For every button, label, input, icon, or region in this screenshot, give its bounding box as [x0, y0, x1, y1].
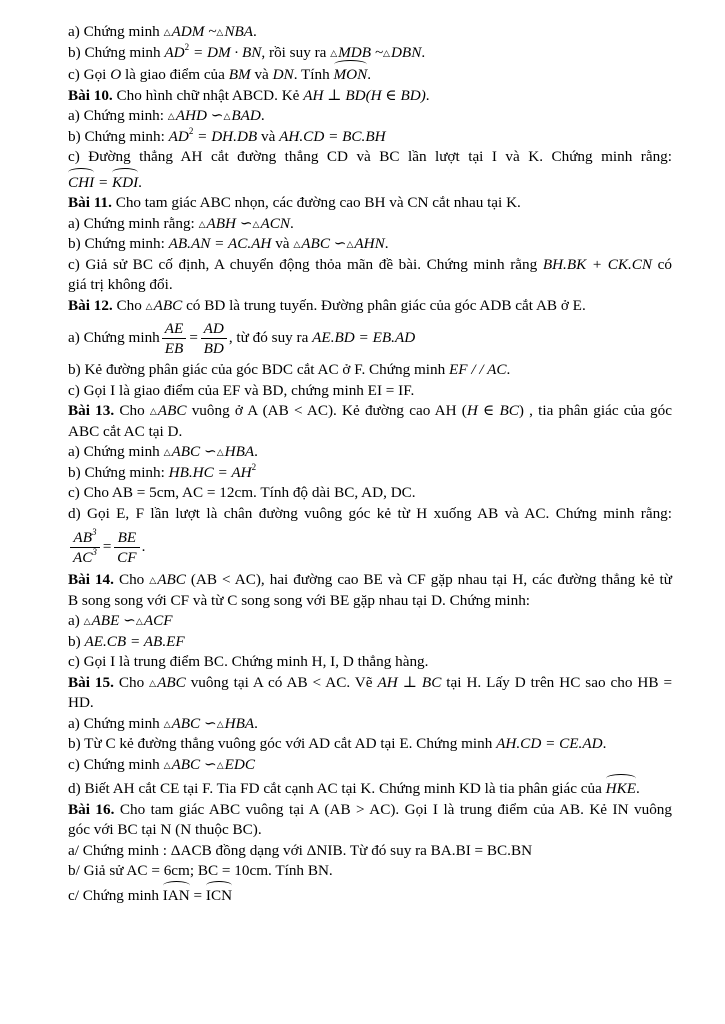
triangle-icon: △: [145, 300, 153, 311]
exercise-heading: Bài 11.: [68, 194, 112, 211]
angle-math: ICN: [206, 884, 232, 907]
line-12: [68, 255, 672, 276]
math: ∽: [236, 214, 253, 232]
text: . Tính: [293, 66, 334, 83]
fraction-ae-eb: [162, 320, 187, 357]
text: a) Chứng minh rằng:: [68, 214, 199, 232]
line-9: [68, 193, 672, 214]
math: EDC: [224, 755, 255, 773]
denominator: [70, 548, 100, 566]
triangle-icon: △: [216, 718, 224, 729]
line-16: [68, 360, 672, 381]
line-17: [68, 381, 672, 402]
exercise-heading: Bài 16.: [68, 800, 115, 818]
triangle-icon: △: [383, 47, 390, 58]
text: Cho hình chữ nhật ABCD. Kẻ: [112, 86, 304, 104]
math: AE.BD = EB.AD: [312, 328, 416, 346]
text: có BD là trung tuyến. Đường phân giác của góc ADB cắt AB ở E.: [182, 296, 586, 314]
angle-math: KDI: [112, 171, 138, 194]
angle-math: MON: [334, 63, 368, 86]
text: b): [68, 632, 85, 650]
triangle-icon: △: [149, 406, 157, 416]
triangle-icon: △: [223, 111, 231, 121]
triangle-icon: △: [163, 759, 171, 770]
text: c) Gọi I là giao điểm của EF và BD, chứng minh EI = IF.: [68, 381, 415, 399]
text: .: [260, 107, 265, 124]
triangle-icon: △: [330, 47, 338, 58]
exercise-heading: Bài 10.: [68, 86, 113, 104]
line-1: [68, 22, 672, 43]
exercise-heading: Bài 14.: [68, 571, 114, 588]
line-34: [68, 755, 672, 776]
text: a/ Chứng minh : ΔACB đồng dạng với ΔNIB. Từ đó suy ra BA.BI = BC.BN: [68, 841, 533, 859]
text: vuông tại A có AB < AC. Vẽ: [185, 673, 378, 691]
math: ABC: [157, 402, 187, 419]
math: ~: [204, 23, 217, 40]
math: DN: [272, 66, 294, 83]
triangle-icon: △: [135, 616, 143, 626]
text: c) Giả sử BC cố định, A chuyển động thỏa mãn đề bài. Chứng minh rằng: [68, 255, 543, 273]
text: b) Kẻ đường phân giác của góc BDC cắt AC ở F. Chứng minh: [68, 361, 449, 378]
exercise-heading: Bài 12.: [68, 296, 113, 314]
math: AH.CD = BC.BH: [279, 127, 386, 145]
math: ∽: [200, 714, 217, 732]
exponent: 2: [188, 125, 194, 136]
line-18: [68, 401, 672, 422]
math: ACN: [260, 214, 291, 232]
math: ABH: [206, 214, 237, 232]
text: c) Gọi I là trung điểm BC. Chứng minh H, I, D thẳng hàng.: [68, 653, 429, 670]
exponent: 3: [91, 526, 97, 537]
fraction-be-cf: [114, 529, 139, 566]
text: b) Chứng minh:: [68, 127, 169, 145]
text: d) Biết AH cắt CE tại F. Tia FD cắt cạnh AC tại K. Chứng minh KD là tia phân giác của: [68, 780, 606, 797]
triangle-icon: △: [216, 447, 224, 457]
math: ∽: [200, 755, 217, 773]
text: a) Chứng minh: [68, 443, 164, 460]
line-30: [68, 673, 672, 694]
math: = DH.DB: [193, 127, 258, 145]
triangle-icon: △: [198, 218, 206, 229]
math: ABC: [171, 714, 201, 732]
math: ABC: [157, 673, 186, 691]
math: AH.CD = CE.AD: [496, 735, 603, 752]
line-38: [68, 841, 672, 862]
math: O: [110, 66, 122, 83]
text: HD.: [68, 694, 94, 711]
math: H ∈ BC: [466, 402, 519, 419]
math: AH ⊥ BC: [377, 673, 442, 691]
line-36: [68, 800, 672, 821]
line-7: [68, 147, 672, 168]
text: .: [290, 214, 294, 232]
math: AC: [73, 548, 93, 566]
math: ∽: [206, 107, 224, 124]
text: b) Chứng minh: [68, 43, 165, 61]
math: AH ⊥ BD(H ∈ BD): [303, 86, 426, 104]
text: Cho: [113, 673, 150, 691]
text: .: [602, 735, 607, 752]
text: tại H. Lấy D trên HC sao cho HB =: [441, 673, 673, 691]
line-3: [68, 63, 672, 86]
triangle-icon: △: [163, 447, 171, 457]
text: ABC cắt AC tại D.: [68, 422, 183, 440]
text: a) Chứng minh:: [68, 107, 168, 124]
text: và: [257, 127, 280, 145]
text: c) Cho AB = 5cm, AC = 12cm. Tính độ dài BC, AD, DC.: [68, 484, 416, 501]
exponent: 3: [92, 546, 97, 557]
text: a) Chứng minh: [68, 23, 164, 40]
line-14: [68, 296, 672, 317]
line-27: [68, 611, 672, 632]
line-25: [68, 570, 672, 591]
triangle-icon: △: [346, 239, 354, 249]
math: AB.AN = AC.AH: [168, 235, 272, 252]
text: .: [636, 780, 640, 797]
triangle-icon: △: [163, 27, 171, 37]
text: b/ Giả sử AC = 6cm; BC = 10cm. Tính BN.: [68, 862, 333, 879]
line-8: [68, 168, 672, 194]
text: b) Chứng minh:: [68, 235, 169, 252]
triangle-icon: △: [163, 718, 171, 729]
text: có: [652, 255, 672, 273]
text: .: [141, 537, 146, 555]
text: .: [384, 235, 389, 252]
triangle-icon: △: [216, 759, 224, 770]
line-33: [68, 734, 672, 755]
numerator: [70, 526, 100, 548]
text: giá trị không đổi.: [68, 276, 173, 293]
triangle-icon: △: [252, 218, 260, 229]
triangle-icon: △: [83, 616, 91, 626]
math: ∽: [119, 612, 136, 629]
math: HBA: [224, 443, 255, 460]
math: AHD: [175, 107, 207, 124]
triangle-icon: △: [216, 27, 224, 37]
denominator: EB: [164, 339, 184, 357]
exercise-heading: Bài 15.: [68, 673, 114, 691]
text: .: [506, 361, 511, 378]
numerator: AD: [201, 320, 227, 339]
denominator: BD: [203, 339, 224, 357]
math: ABC: [157, 571, 186, 588]
text: , rồi suy ra: [261, 43, 331, 61]
denominator: CF: [117, 548, 137, 566]
text: Cho: [114, 402, 150, 419]
math: HBA: [224, 714, 255, 732]
triangle-icon: △: [149, 575, 157, 585]
line-6: [68, 127, 672, 148]
line-29: [68, 652, 672, 673]
math: ABC: [171, 443, 201, 460]
text: Cho: [113, 571, 150, 588]
text: .: [254, 443, 258, 460]
math: AB: [73, 528, 92, 546]
line-35: [68, 775, 672, 800]
math: =: [101, 537, 113, 555]
line-2: [68, 43, 672, 64]
math: =: [94, 173, 112, 191]
text: d) Gọi E, F lần lượt là chân đường vuông góc kẻ từ H xuống AB và AC. Chứng minh rằng:: [68, 504, 672, 522]
line-24: [68, 524, 672, 570]
math: ∽: [329, 235, 347, 252]
text: b) Từ C kẻ đường thẳng vuông góc với AD cắt AD tại E. Chứng minh: [68, 735, 497, 752]
text: Cho tam giác ABC vuông tại A (AB > AC). Gọi I là trung điểm của AB. Kẻ IN vuông: [114, 800, 672, 818]
math: ∽: [200, 443, 217, 460]
line-32: [68, 714, 672, 735]
text: Cho tam giác ABC nhọn, các đường cao BH và CN cắt nhau tại K.: [111, 194, 521, 211]
line-31: [68, 693, 672, 714]
angle-math: IAN: [163, 884, 190, 907]
text: vuông ở A (AB < AC). Kẻ đường cao AH (: [186, 402, 467, 419]
math: ADM: [171, 23, 205, 40]
math: HB.HC = AH: [168, 463, 252, 481]
text: .: [253, 23, 257, 40]
math: ~: [371, 43, 384, 61]
text: (AB < AC), hai đường cao BE và CF gặp nhau tại H, các đường thẳng kẻ từ: [185, 571, 672, 588]
text: b) Chứng minh:: [68, 463, 169, 481]
text: c/ Chứng minh: [68, 886, 163, 904]
text: và: [250, 66, 273, 83]
numerator: BE: [114, 529, 139, 548]
text: .: [254, 714, 258, 732]
exponent: 2: [184, 41, 190, 52]
triangle-icon: △: [149, 677, 157, 688]
line-15: [68, 316, 672, 360]
text: c) Đường thẳng AH cắt đường thẳng CD và BC lần lượt tại I và K. Chứng minh rằng:: [68, 148, 672, 165]
triangle-icon: △: [167, 111, 175, 121]
text: c) Chứng minh: [68, 755, 164, 773]
line-10: [68, 214, 672, 235]
line-21: [68, 463, 672, 484]
text: .: [367, 66, 372, 83]
math: BAD: [231, 107, 261, 124]
exponent: 2: [251, 461, 257, 472]
line-11: [68, 234, 672, 255]
math: AD: [164, 43, 185, 61]
text: a) Chứng minh: [68, 328, 160, 346]
text: =: [189, 886, 206, 904]
text: .: [138, 173, 142, 191]
math: ACF: [143, 612, 173, 629]
math: ABC: [153, 296, 183, 314]
math: ABC: [301, 235, 330, 252]
text: , từ đó suy ra: [228, 328, 309, 346]
text: là giao điểm của: [121, 66, 229, 83]
line-26: [68, 591, 672, 612]
fraction-ad-bd: [201, 320, 227, 357]
math: NBA: [224, 23, 254, 40]
text: và: [271, 235, 294, 252]
math: BH.BK + CK.CN: [542, 255, 653, 273]
triangle-icon: △: [293, 239, 301, 249]
text: ) , tia phân giác của góc: [518, 402, 672, 419]
text: a) Chứng minh: [68, 714, 164, 732]
angle-math: CHI: [68, 171, 94, 194]
text: .: [425, 86, 430, 104]
math: ABE: [91, 612, 120, 629]
angle-math: HKE: [606, 777, 636, 800]
math: MDB: [338, 43, 372, 61]
math: DBN: [390, 43, 422, 61]
math: AHN: [354, 235, 385, 252]
line-5: [68, 106, 672, 127]
line-19: [68, 422, 672, 443]
line-20: [68, 442, 672, 463]
line-23: [68, 504, 672, 525]
line-4: [68, 86, 672, 107]
text: .: [421, 43, 426, 61]
fraction-ab3-ac3: [70, 526, 100, 566]
line-40: [68, 882, 672, 907]
math: AD: [168, 127, 189, 145]
line-22: [68, 483, 672, 504]
math: = DM · BN: [189, 43, 262, 61]
text: Cho: [112, 296, 146, 314]
text: góc với BC tại N (N thuộc BC).: [68, 821, 262, 838]
line-37: [68, 820, 672, 841]
math: BM: [228, 66, 251, 83]
text: B song song với CF và từ C song song với BE gặp nhau tại D. Chứng minh:: [68, 591, 531, 609]
math: =: [188, 328, 199, 346]
math: ABC: [171, 755, 201, 773]
text: c) Gọi: [68, 66, 111, 83]
line-28: [68, 632, 672, 653]
math: AE.CB = AB.EF: [84, 632, 185, 650]
numerator: AE: [162, 320, 187, 339]
line-13: [68, 275, 672, 296]
math: EF / / AC: [449, 361, 507, 378]
line-39: [68, 861, 672, 882]
text: a): [68, 612, 84, 629]
exercise-heading: Bài 13.: [68, 402, 115, 419]
